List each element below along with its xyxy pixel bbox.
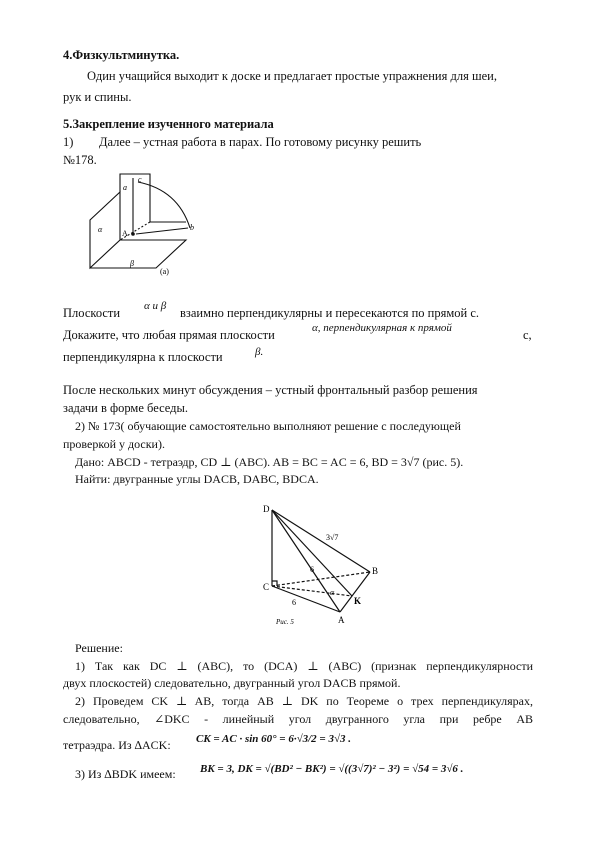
solution-step-2-line-1: 2) Проведем CK ⊥ AB, тогда AB ⊥ DK по Теореме о трех перпендикулярах, — [75, 694, 533, 708]
solution-step-1-line-2: двух плоскостей) следовательно, двугранный угол DACB прямой. — [63, 676, 401, 690]
fig1-label-beta: β — [130, 259, 134, 268]
fig1-caption: (а) — [160, 267, 169, 276]
solution-step-1-line-1: 1) Так как DC ⊥ (ABC), то (DCA) ⊥ (ABC) (признак перпендикулярности — [75, 659, 533, 673]
task-178-line-1-end: взаимно перпендикулярны и пересекаются по прямой c. — [180, 306, 480, 320]
section-4-text-line-1: Один учащийся выходит к доске и предлагает простые упражнения для шеи, — [87, 69, 497, 83]
fig2-label-bd: 3√7 — [326, 533, 339, 542]
fig1-label-alpha: α — [98, 225, 103, 234]
fig1-label-a: a — [123, 183, 127, 192]
task-178-line-2-start: Докажите, что любая прямая плоскости — [63, 328, 275, 342]
fig2-label-C: C — [263, 582, 270, 592]
item-1-text-line-2: №178. — [63, 153, 97, 167]
figure-perpendicular-planes — [78, 170, 218, 280]
fig2-label-D: D — [263, 504, 270, 514]
item-1-number: 1) — [63, 135, 74, 149]
section-4-text-line-2: рук и спины. — [63, 90, 132, 104]
section-4-title: 4.Физкультминутка. — [63, 48, 180, 62]
task-173-find: Найти: двугранные углы DACB, DABC, BDCA. — [75, 472, 319, 486]
solution-formula-ck: CK = AC · sin 60° = 6·√3/2 = 3√3 . — [196, 733, 351, 745]
fig2-label-K: K — [354, 596, 362, 606]
fig1-label-A: A — [122, 229, 128, 238]
fig2-label-B: B — [372, 566, 379, 576]
fig2-caption: Рис. 5 — [276, 618, 294, 626]
discussion-line-2: задачи в форме беседы. — [63, 401, 189, 415]
task-178-inset-plane-beta: β. — [255, 346, 264, 358]
task-173-line-1: 2) № 173( обучающие самостоятельно выполняют решение с последующей — [75, 419, 461, 433]
section-5-title: 5.Закрепление изученного материала — [63, 117, 274, 131]
fig2-label-six-ca: 6 — [292, 598, 296, 607]
solution-step-2-line-3: тетраэдра. Из ∆ACK: — [63, 738, 171, 752]
fig1-label-c: c — [138, 175, 142, 184]
item-1-text-line-1: Далее – устная работа в парах. По готовому рисунку решить — [99, 135, 422, 149]
solution-step-2-line-2: следовательно, ∠DKC - линейный угол двугранного угла при ребре AB — [63, 712, 533, 726]
fig1-label-b: b — [190, 223, 194, 232]
solution-step-3-line-1: 3) Из ∆BDK имеем: — [75, 767, 176, 781]
figure-tetrahedron — [258, 500, 390, 628]
task-173-line-2: проверкой у доски). — [63, 437, 165, 451]
fig2-label-A: A — [338, 615, 345, 625]
task-173-given: Дано: ABCD - тетраэдр, CD ⊥ (ABC). AB = BC = AC = 6, BD = 3√7 (рис. 5). — [75, 455, 464, 469]
discussion-line-1: После нескольких минут обсуждения – устный фронтальный разбор решения — [63, 383, 478, 397]
fig2-label-alpha: α — [330, 588, 335, 597]
solution-formula-dk: BK = 3, DK = √(BD² − BK²) = √((3√7)² − 3²) = √54 = 3√6 . — [200, 763, 464, 775]
fig2-label-six-cb: 6 — [310, 565, 314, 574]
task-178-inset-line: α, перпендикулярная к прямой — [312, 322, 452, 334]
task-178-line-1-start: Плоскости — [63, 306, 121, 320]
task-178-inset-planes: α и β — [144, 300, 167, 312]
task-178-line-3-start: перпендикулярна к плоскости — [63, 350, 223, 364]
solution-title: Решение: — [75, 641, 123, 655]
task-178-line-2-end: c, — [523, 328, 532, 342]
